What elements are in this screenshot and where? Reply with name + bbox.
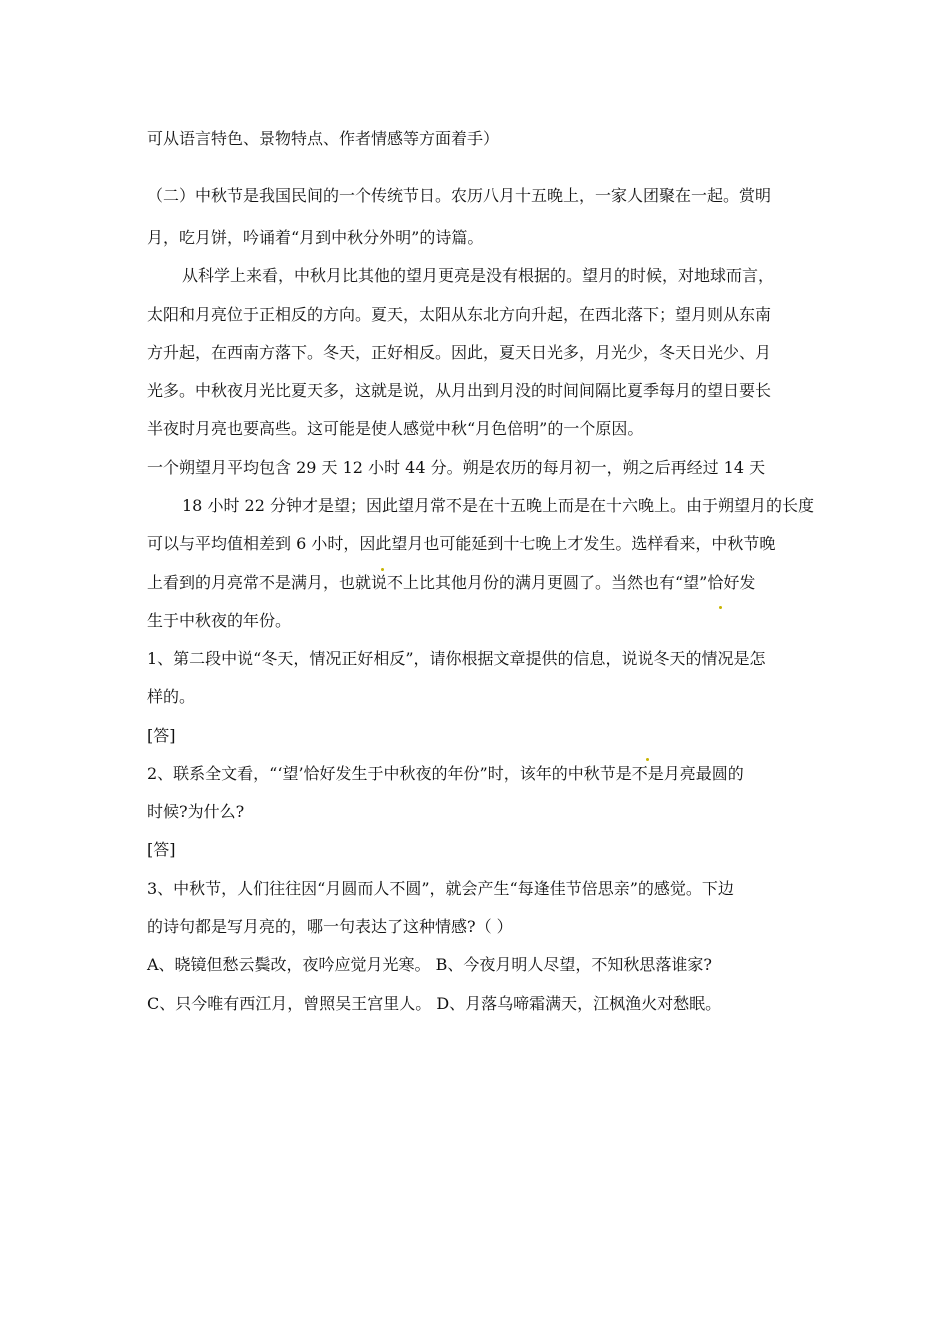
- text-line-section-two-intro: （二）中秋节是我国民间的一个传统节日。农历八月十五晚上，一家人团聚在一起。赏明: [147, 186, 772, 205]
- text-line: 太阳和月亮位于正相反的方向。夏天，太阳从东北方向升起，在西北落下；望月则从东南: [147, 305, 772, 324]
- text-line: 一个朔望月平均包含 29 天 12 小时 44 分。朔是农历的每月初一，朔之后再经过 14 天: [147, 458, 766, 477]
- scan-speck: [646, 758, 649, 761]
- text-line: 半夜时月亮也要高些。这可能是使人感觉中秋“月色倍明”的一个原因。: [147, 419, 644, 438]
- text-line-paragraph-start: 从科学上来看，中秋月比其他的望月更亮是没有根据的。望月的时候，对地球而言，: [182, 266, 775, 285]
- text-line: 可以与平均值相差到 6 小时，因此望月也可能延到十七晚上才发生。选样看来，中秋节晚: [147, 534, 776, 553]
- text-line-study-tip: 可从语言特色、景物特点、作者情感等方面着手）: [147, 129, 500, 148]
- question-1-text: 样的。: [147, 687, 196, 706]
- scan-speck: [381, 568, 384, 571]
- question-2-text: 时候?为什么?: [147, 802, 245, 821]
- question-3-options-ab: C、只今唯有西江月，曾照吴王宫里人。 D、月落乌啼霜满天，江枫渔火对愁眠。: [147, 994, 722, 1013]
- answer-2-label: 3、中秋节，人们往往因“月圆而人不圆”，就会产生“每逢佳节倍思亲”的感觉。下边: [147, 879, 734, 898]
- question-3-text-cont: A、晓镜但愁云鬓改，夜吟应觉月光寒。 B、今夜月明人尽望，不知秋思落谁家?: [147, 955, 712, 974]
- answer-1-label: 2、联系全文看，“‘望’恰好发生于中秋夜的年份”时，该年的中秋节是不是月亮最圆的: [147, 764, 744, 783]
- question-2-text-cont: [答]: [147, 840, 176, 859]
- question-3-text: 的诗句都是写月亮的，哪一句表达了这种情感?（ ）: [147, 917, 513, 936]
- text-line: 1、第二段中说“冬天，情况正好相反”，请你根据文章提供的信息，说说冬天的情况是怎: [147, 649, 766, 668]
- text-line: 光多。中秋夜月光比夏天多，这就是说，从月出到月没的时间间隔比夏季每月的望日要长: [147, 381, 772, 400]
- question-1-text-cont: [答]: [147, 726, 176, 745]
- text-line-paragraph-start: 18 小时 22 分钟才是望；因此望月常不是在十五晚上而是在十六晚上。由于朔望月的长度: [182, 496, 814, 515]
- text-line: 上看到的月亮常不是满月，也就说不上比其他月份的满月更圆了。当然也有“望”恰好发: [147, 573, 756, 592]
- scan-speck: [719, 606, 722, 609]
- text-line: 月，吃月饼，吟诵着“月到中秋分外明”的诗篇。: [147, 228, 484, 247]
- text-line: 生于中秋夜的年份。: [147, 611, 292, 630]
- text-line: 方升起，在西南方落下。冬天，正好相反。因此，夏天日光多，月光少，冬天日光少、月: [147, 343, 772, 362]
